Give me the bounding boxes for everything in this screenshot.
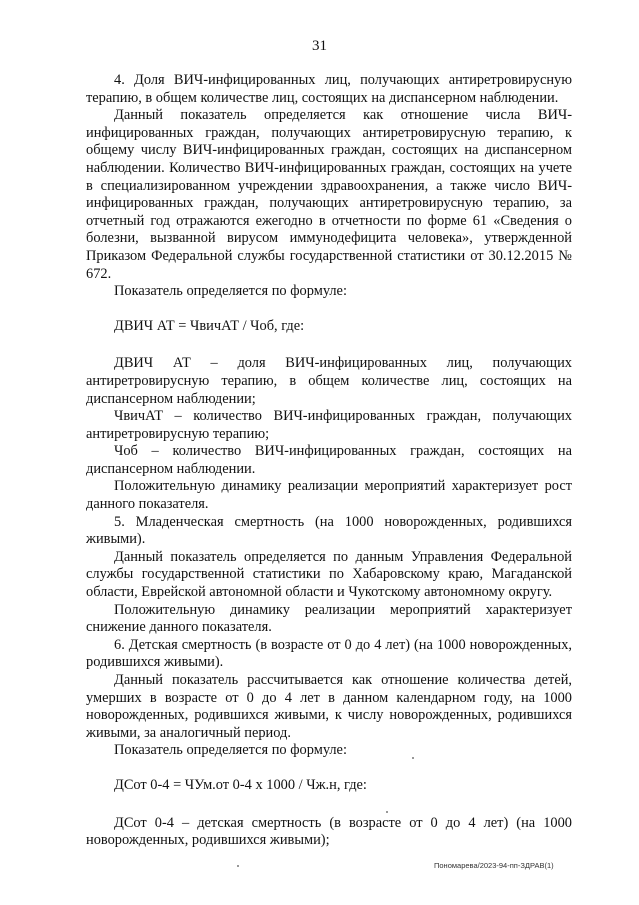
formula-2: ДСот 0-4 = ЧУм.от 0-4 х 1000 / Чж.н, где:	[114, 776, 367, 793]
indicator-5-heading: 5. Младенческая смертность (на 1000 новорожденных, родившихся живыми).	[86, 513, 572, 548]
indicator-4-dynamics: Положительную динамику реализации мероприятий характеризует рост данного показателя.	[86, 478, 572, 513]
indicator-6-heading: 6. Детская смертность (в возрасте от 0 до 4 лет) (на 1000 новорожденных, родившихся живыми).	[86, 636, 572, 671]
scan-speck	[412, 757, 414, 759]
indicator-6-description: Данный показатель рассчитывается как отношение количества детей, умерших в возрасте от 0 до 4 лет в данном календарном году, на 1000 новорожденных, родившихся живыми, к числу новорожденных, родившихся живыми, за аналогичный период.	[86, 672, 572, 741]
indicator-4-description: Данный показатель определяется как отношение числа ВИЧ-инфицированных граждан, получающих антиретровирусную терапию, к общему числу ВИЧ-инфицированных граждан, состоящих на диспансерном наблюдении. Количество ВИЧ-инфицированных граждан, состоящих на учете в специализированном учреждении здравоохранения, а также число ВИЧ-инфицированных граждан, получающих антиретровирусную терапию, за отчетный год отражаются ежегодно в отчетности по форме 61 «Сведения о болезни, вызванной вирусом иммунодефицита человека», утвержденной Приказом Федеральной службы государственной статистики от 30.12.2015 № 672.	[86, 107, 572, 282]
definition-dvich-at: ДВИЧ АТ – доля ВИЧ-инфицированных лиц, получающих антиретровирусную терапию, в общем количестве лиц, состоящих на диспансерном наблюдении;	[86, 355, 572, 407]
scan-speck	[386, 811, 388, 813]
formula-1: ДВИЧ АТ = ЧвичАТ / Чоб, где:	[114, 317, 305, 334]
indicator-5-description: Данный показатель определяется по данным Управления Федеральной службы государственной статистики по Хабаровскому краю, Магаданской области, Еврейской автономной области и Чукотскому автономному округу.	[86, 548, 572, 601]
formula-intro-2: Показатель определяется по формуле:	[114, 742, 347, 759]
indicator-4-heading: 4. Доля ВИЧ-инфицированных лиц, получающих антиретровирусную терапию, в общем количестве лиц, состоящих на диспансерном наблюдении.	[86, 72, 572, 106]
indicator-5-dynamics: Положительную динамику реализации мероприятий характеризует снижение данного показателя.	[86, 601, 572, 636]
footer-stamp: Пономарева/2023-94-пп-ЗДРАВ(1)	[434, 861, 554, 870]
formula-intro-1: Показатель определяется по формуле:	[114, 283, 347, 300]
definition-chvichat: ЧвичАТ – количество ВИЧ-инфицированных граждан, получающих антиретровирусную терапию;	[86, 408, 572, 442]
page-number: 31	[312, 38, 327, 54]
scan-speck	[237, 865, 239, 867]
document-body	[86, 72, 572, 850]
definition-chob: Чоб – количество ВИЧ-инфицированных граждан, состоящих на диспансерном наблюдении.	[86, 443, 572, 477]
definition-dsot: ДСот 0-4 – детская смертность (в возрасте от 0 до 4 лет) (на 1000 новорожденных, родившихся живыми);	[86, 814, 572, 849]
